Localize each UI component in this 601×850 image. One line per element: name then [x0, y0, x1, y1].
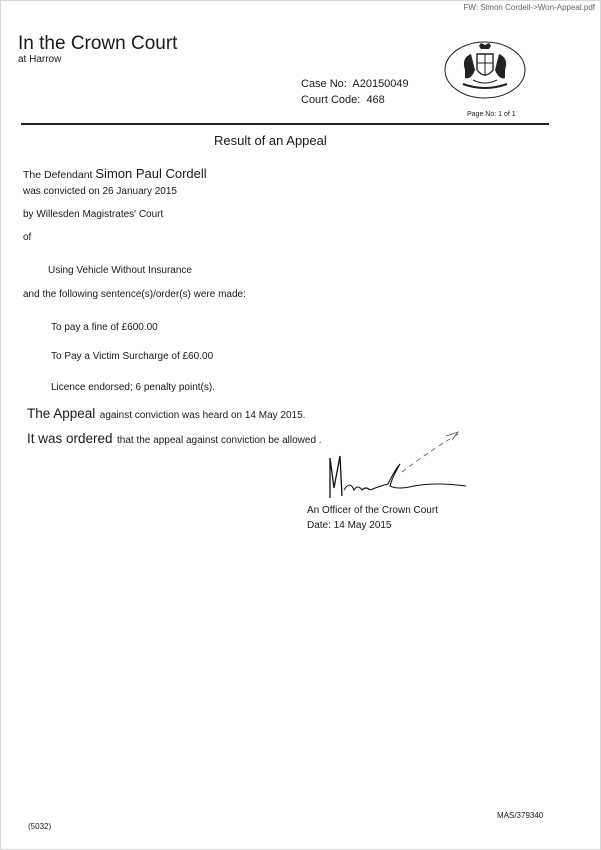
of-label: of: [23, 232, 32, 243]
case-number: [301, 78, 409, 90]
document-title: Result of an Appeal: [214, 133, 327, 148]
sentence-fine: To pay a fine of £600.00: [51, 322, 158, 333]
page-number: Page No: 1 of 1: [467, 111, 516, 118]
appeal-order-line: [27, 430, 322, 448]
footer-reference: MAS/379340: [497, 811, 544, 820]
sentence-licence-endorsement: Licence endorsed; 6 penalty point(s).: [51, 382, 215, 393]
case-number-label: Case No:: [301, 78, 347, 90]
file-name-header: FW: Simon Cordell->Won-Appeal.pdf: [463, 3, 595, 12]
appeal-order-rest: that the appeal against conviction be allowed .: [117, 435, 322, 446]
signature-date: Date: 14 May 2015: [307, 520, 392, 531]
sentence-victim-surcharge: To Pay a Victim Surcharge of £60.00: [51, 351, 214, 362]
sentence-intro: and the following sentence(s)/order(s) were made:: [23, 289, 246, 300]
case-number-value: A20150049: [352, 78, 409, 90]
footer-form-code: (5032): [28, 822, 52, 831]
court-location: at Harrow: [18, 54, 62, 65]
appeal-order-lead: It was ordered: [27, 431, 113, 446]
header-divider: [21, 123, 549, 125]
officer-signature: [318, 428, 468, 503]
defendant-line: [23, 166, 207, 181]
court-code: [301, 94, 385, 106]
court-code-label: Court Code:: [301, 94, 361, 106]
signatory-title: An Officer of the Crown Court: [307, 505, 438, 516]
royal-coat-of-arms-seal-icon: [443, 40, 527, 100]
court-title: In the Crown Court: [18, 33, 178, 54]
defendant-label: The Defendant: [23, 169, 93, 181]
defendant-name: Simon Paul Cordell: [95, 166, 207, 181]
court-code-value: 468: [366, 94, 385, 106]
appeal-heard-rest: against conviction was heard on 14 May 2015.: [99, 410, 306, 421]
conviction-date: was convicted on 26 January 2015: [23, 186, 177, 197]
convicting-court: by Willesden Magistrates' Court: [23, 209, 164, 220]
appeal-heard-lead: The Appeal: [27, 406, 96, 421]
offence: Using Vehicle Without Insurance: [48, 265, 192, 276]
appeal-heard-line: [27, 405, 305, 423]
